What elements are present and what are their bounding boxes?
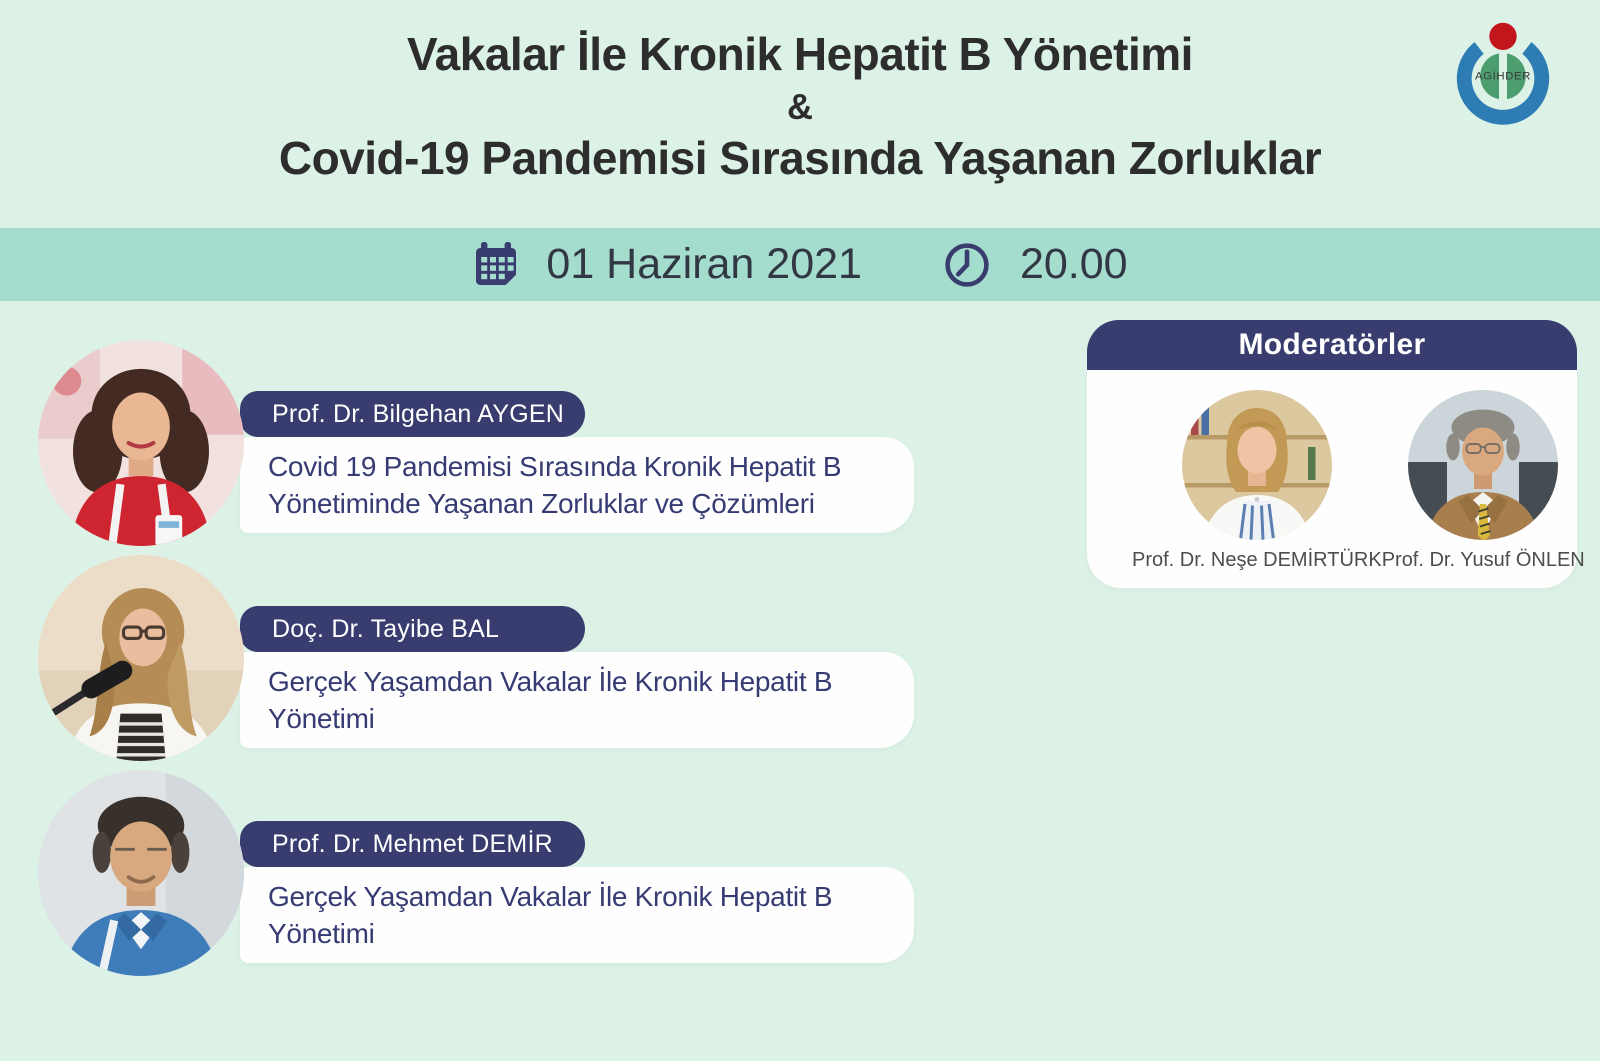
speaker-topic-box — [240, 867, 914, 963]
title-line-1: Vakalar İle Kronik Hepatit B Yönetimi — [407, 28, 1193, 80]
speaker-topic-line-2: Yönetimi — [268, 918, 375, 949]
speaker-topic-box — [240, 652, 914, 748]
speaker-name: Prof. Dr. Bilgehan AYGEN — [272, 399, 564, 428]
logo-text: AGİHDER — [1475, 70, 1531, 83]
clock-icon — [942, 240, 992, 290]
logo-red-dot — [1489, 23, 1516, 50]
agihder-logo — [1446, 12, 1560, 136]
moderator-photo-nese-demirturk — [1182, 390, 1332, 540]
speaker-topic-line-1: Gerçek Yaşamdan Vakalar İle Kronik Hepatit B — [268, 881, 833, 912]
agihder-logo-icon — [1446, 12, 1560, 136]
date-time-band — [0, 228, 1600, 301]
moderators-panel — [1087, 320, 1585, 588]
moderator-name: Prof. Dr. Yusuf ÖNLEN — [1381, 549, 1585, 571]
title-ampersand: & — [787, 85, 813, 127]
speaker-photo-bilgehan-aygen — [38, 340, 244, 546]
speaker-photo-mehmet-demir — [38, 770, 244, 976]
speaker-topic-line-2: Yönetimi — [268, 703, 375, 734]
title-line-2: Covid-19 Pandemisi Sırasında Yaşanan Zorluklar — [278, 132, 1322, 185]
moderator-card-yusuf-onlen — [1382, 390, 1585, 588]
speaker-photo-tayibe-bal — [38, 555, 244, 761]
moderator-name: Prof. Dr. Neşe DEMİRTÜRK — [1132, 549, 1382, 571]
speaker-topic-box — [240, 437, 914, 533]
speaker-name: Doç. Dr. Tayibe BAL — [272, 614, 500, 643]
speaker-name-pill — [240, 391, 585, 437]
moderators-header: Moderatörler — [1087, 320, 1577, 370]
speaker-topic-line-2: Yönetiminde Yaşanan Zorluklar ve Çözümleri — [268, 488, 815, 519]
event-date: 01 Haziran 2021 — [546, 240, 862, 288]
speaker-topic-line-1: Covid 19 Pandemisi Sırasında Kronik Hepatit B — [268, 451, 842, 482]
speaker-topic-line-1: Gerçek Yaşamdan Vakalar İle Kronik Hepatit B — [268, 666, 833, 697]
moderators-body — [1087, 370, 1585, 588]
speaker-name: Prof. Dr. Mehmet DEMİR — [272, 829, 553, 858]
moderator-card-nese-demirturk — [1132, 390, 1382, 588]
speaker-name-pill — [240, 606, 585, 652]
event-time: 20.00 — [1019, 240, 1128, 288]
speaker-name-pill — [240, 821, 585, 867]
calendar-icon — [472, 241, 520, 289]
moderator-photo-yusuf-onlen — [1408, 390, 1558, 540]
title-block — [0, 0, 1600, 185]
